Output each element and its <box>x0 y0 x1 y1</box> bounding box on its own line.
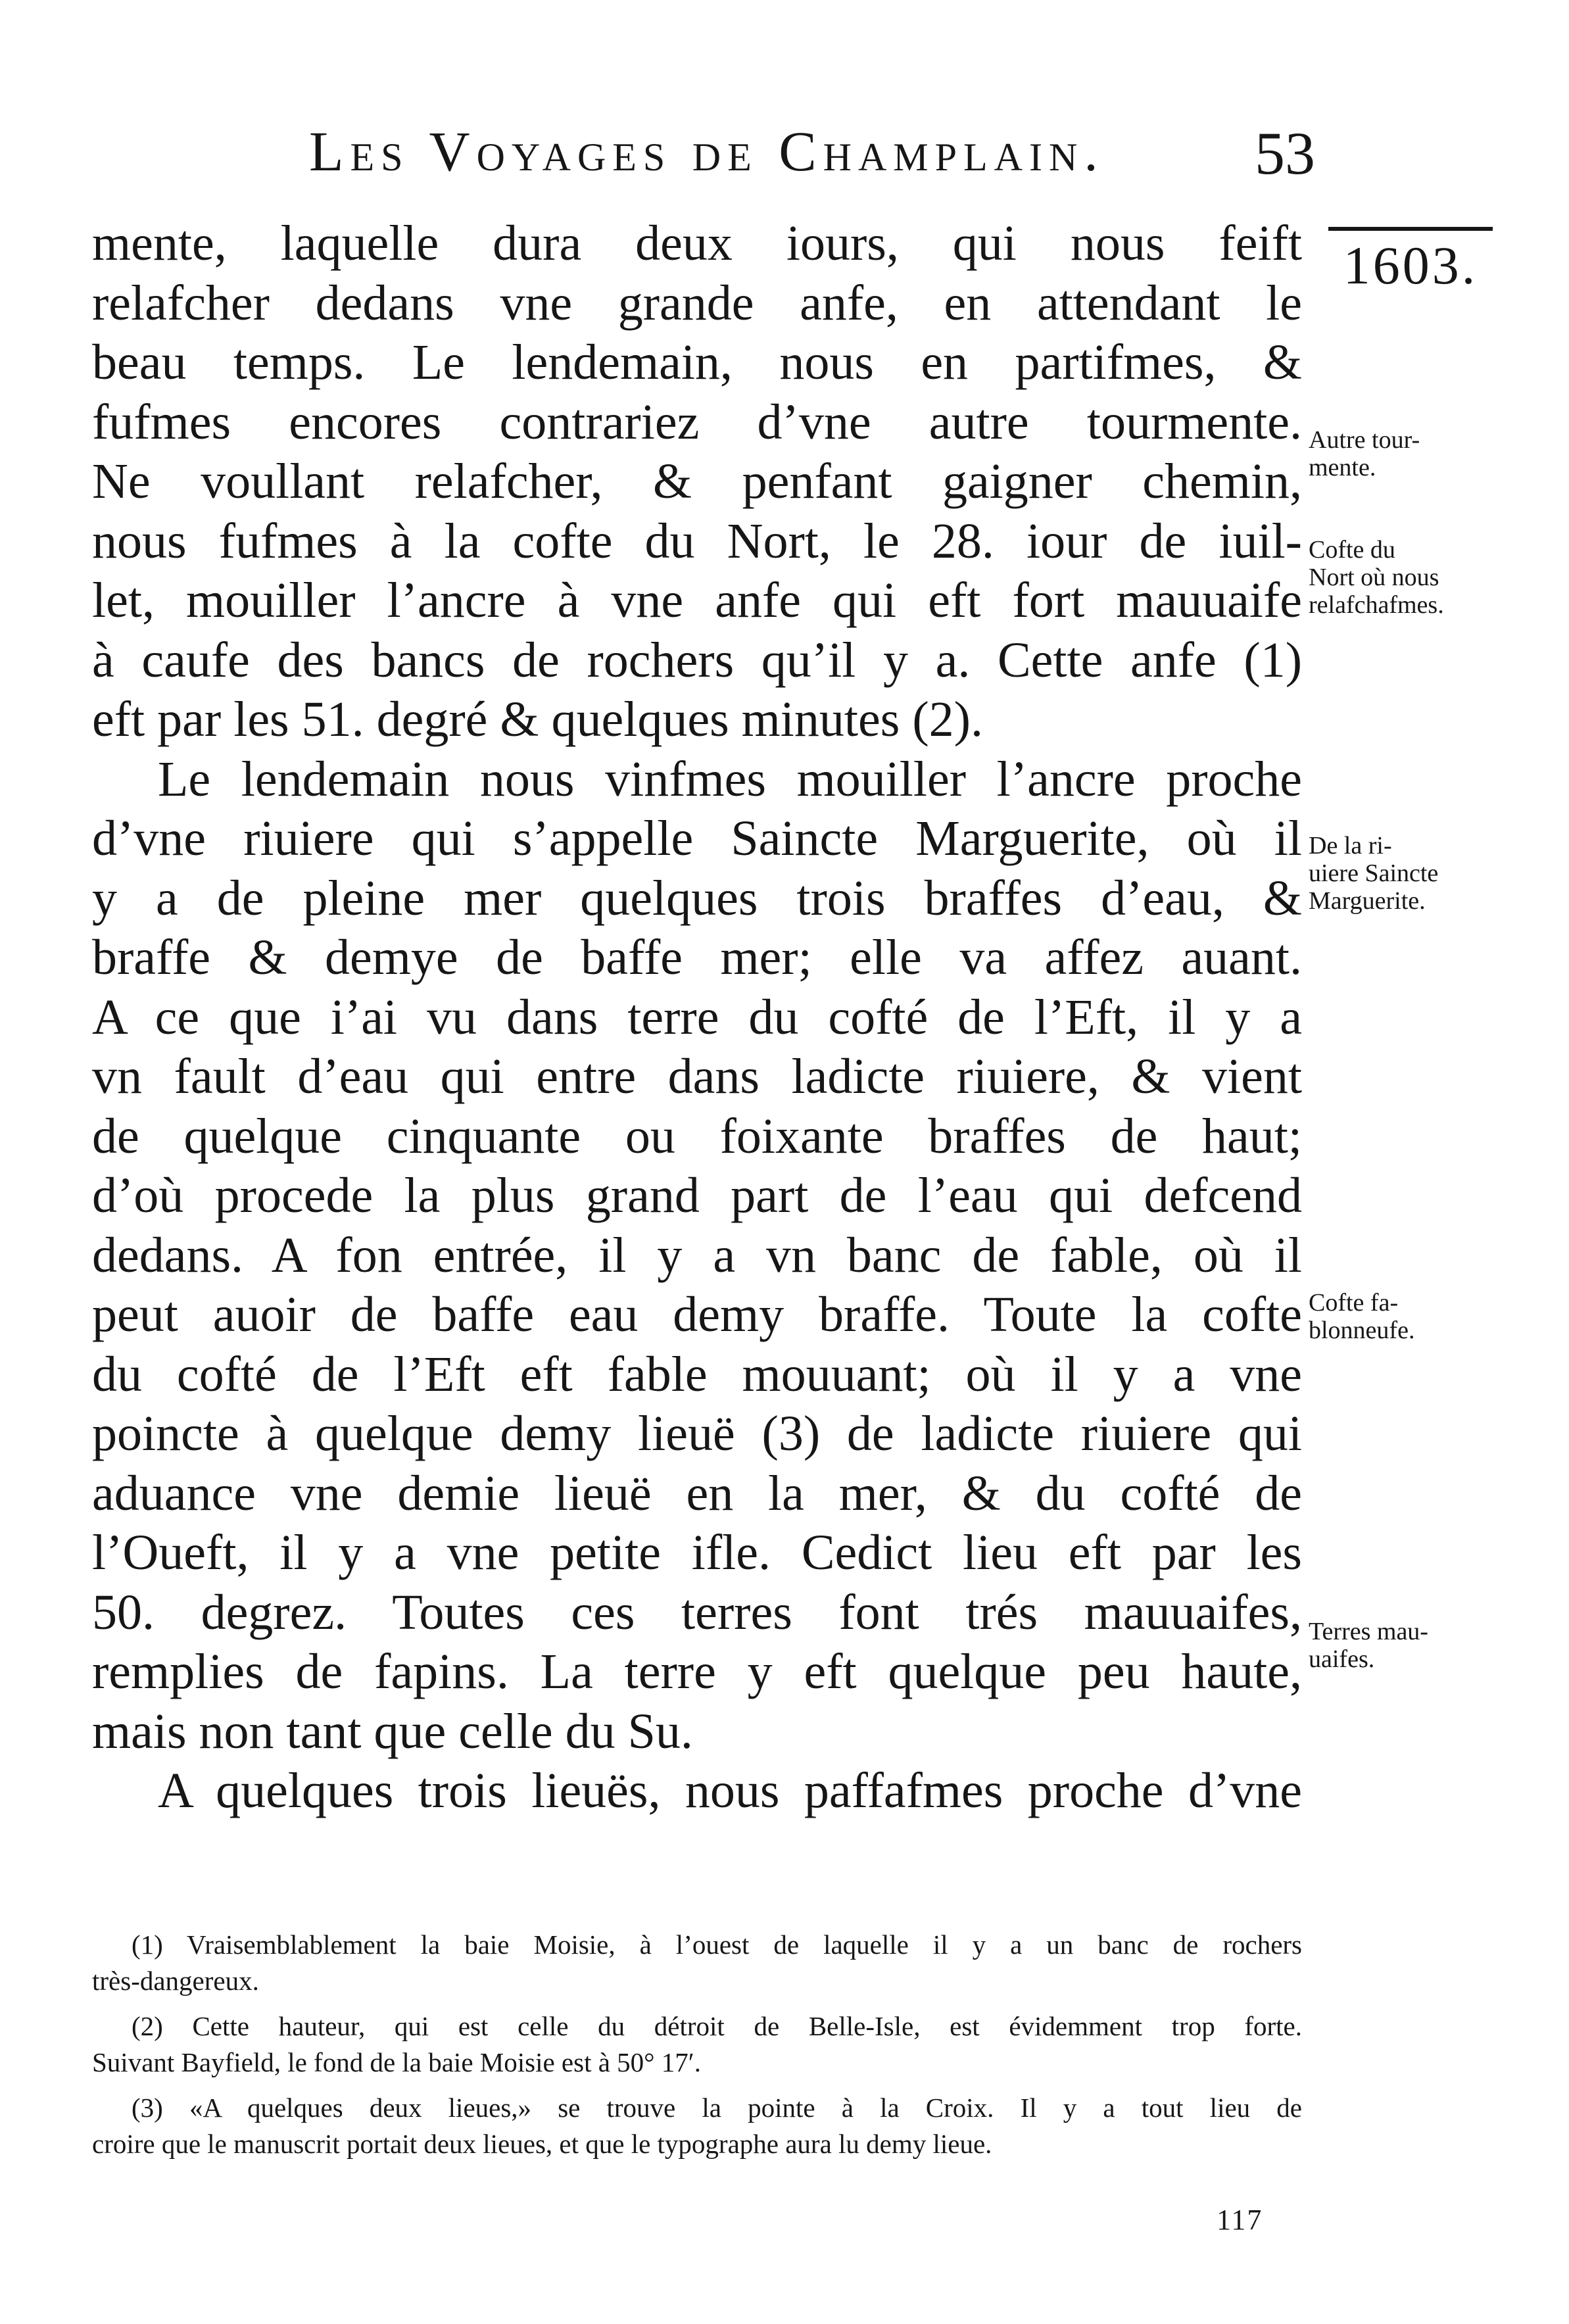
body-line: A quelques trois lieuës, nous paffafmes proche d’vne <box>158 1763 1302 1818</box>
body-line: mente, laquelle dura deux iours, qui nous feift <box>92 216 1302 271</box>
body-line: l’Oueft, il y a vne petite ifle. Cedict lieu eft par les <box>92 1525 1302 1580</box>
margin-note <box>1309 1618 1519 1673</box>
margin-note-line: Terres mau- <box>1309 1618 1428 1645</box>
body-line: remplies de fapins. La terre y eft quelque peu haute, <box>92 1644 1302 1699</box>
margin-note-line: uiere Saincte <box>1309 859 1439 887</box>
page-number: 53 <box>1255 120 1315 187</box>
footnote-line: très-dangereux. <box>92 1966 259 1996</box>
margin-note <box>1309 426 1519 481</box>
body-text <box>92 214 1302 1821</box>
running-head <box>296 112 1315 191</box>
footnote-line: (1) Vraisemblablement la baie Moisie, à l’ouest de laquelle il y a un banc de rochers <box>132 1929 1302 1960</box>
margin-note <box>1309 536 1519 619</box>
body-line: Le lendemain nous vinfmes mouiller l’ancre proche <box>158 751 1302 807</box>
margin-note <box>1309 1289 1519 1344</box>
footnotes <box>92 1927 1302 2171</box>
body-line: à caufe des bancs de rochers qu’il y a. Cette anfe (1) <box>92 632 1302 688</box>
body-line: mais non tant que celle du Su. <box>92 1703 693 1759</box>
body-line: A ce que i’ai vu dans terre du cofté de l’Eft, il y a <box>92 989 1302 1045</box>
body-line: poincte à quelque demy lieuë (3) de ladicte riuiere qui <box>92 1406 1302 1461</box>
body-line: dedans. A fon entrée, il y a vn banc de fable, où il <box>92 1227 1302 1283</box>
body-line: de quelque cinquante ou foixante braffes de haut; <box>92 1108 1302 1164</box>
footnote-line: (3) «A quelques deux lieues,» se trouve la pointe à la Croix. Il y a tout lieu de <box>132 2093 1302 2123</box>
margin-note-line: De la ri- <box>1309 832 1392 859</box>
year-rule <box>1328 227 1493 231</box>
body-line: vn fault d’eau qui entre dans ladicte riuiere, & vient <box>92 1049 1302 1104</box>
running-title: Les Voyages de Champlain. <box>309 120 1105 183</box>
body-line: d’où procede la plus grand part de l’eau qui defcend <box>92 1168 1302 1223</box>
footnote-line: Suivant Bayfield, le fond de la baie Moisie est à 50° 17′. <box>92 2047 702 2077</box>
body-line: 50. degrez. Toutes ces terres font trés mauuaifes, <box>92 1584 1302 1640</box>
body-line: du cofté de l’Eft eft fable mouuant; où il y a vne <box>92 1346 1302 1402</box>
body-line: braffe & demye de baffe mer; elle va affez auant. <box>92 930 1302 985</box>
body-line: eft par les 51. degré & quelques minutes (2). <box>92 692 983 747</box>
body-line: Ne voullant relafcher, & penfant gaigner chemin, <box>92 454 1302 509</box>
body-line: d’vne riuiere qui s’appelle Saincte Marguerite, où il <box>92 811 1302 866</box>
margin-note-line: Nort où nous <box>1309 564 1439 591</box>
body-line: let, mouiller l’ancre à vne anfe qui eft fort mauuaife <box>92 573 1302 628</box>
body-line: nous fufmes à la cofte du Nort, le 28. iour de iuil- <box>92 513 1302 569</box>
margin-note-line: uaifes. <box>1309 1645 1375 1673</box>
margin-note-line: Autre tour- <box>1309 426 1420 454</box>
footnote <box>92 2008 1302 2081</box>
margin-note-line: relafchafmes. <box>1309 591 1444 619</box>
signature-mark: 117 <box>1217 2204 1263 2236</box>
footnote-line: (2) Cette hauteur, qui est celle du détroit de Belle-Isle, est évidemment trop forte. <box>132 2011 1302 2041</box>
body-line: aduance vne demie lieuë en la mer, & du cofté de <box>92 1465 1302 1521</box>
body-line: beau temps. Le lendemain, nous en partifmes, & <box>92 335 1302 390</box>
margin-note-line: Cofte fa- <box>1309 1289 1399 1317</box>
year-marker <box>1328 227 1493 297</box>
footnote <box>92 1927 1302 1999</box>
margin-note-line: Marguerite. <box>1309 887 1426 915</box>
footnote-line: croire que le manuscrit portait deux lieues, et que le typographe aura lu demy lieue. <box>92 2129 992 2159</box>
margin-note-line: mente. <box>1309 454 1376 481</box>
margin-note-line: blonneufe. <box>1309 1317 1415 1344</box>
footnote <box>92 2090 1302 2162</box>
body-line: fufmes encores contrariez d’vne autre tourmente. <box>92 394 1302 450</box>
margin-note <box>1309 832 1519 915</box>
body-line: relafcher dedans vne grande anfe, en attendant le <box>92 275 1302 331</box>
body-line: y a de pleine mer quelques trois braffes d’eau, & <box>92 870 1302 926</box>
margin-note-line: Cofte du <box>1309 536 1395 564</box>
body-line: peut auoir de baffe eau demy braffe. Toute la cofte <box>92 1287 1302 1342</box>
year: 1603. <box>1343 235 1478 295</box>
